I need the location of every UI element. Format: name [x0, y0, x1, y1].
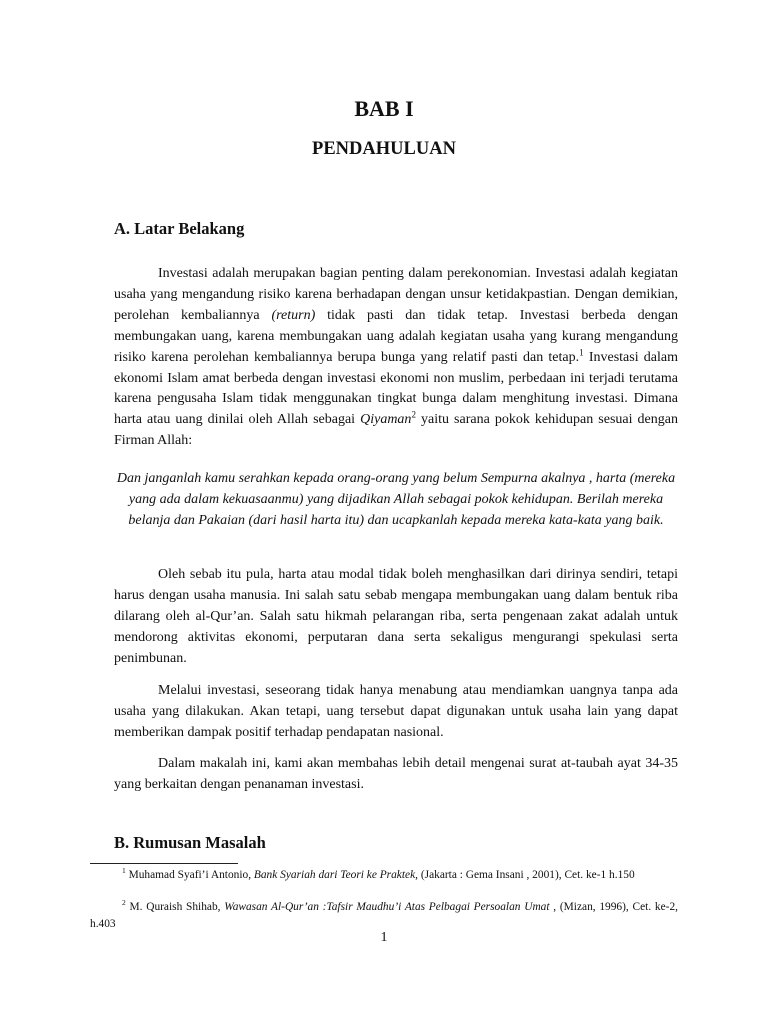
footnote-1-number: 1: [122, 866, 126, 876]
paragraph-1-text-a: Investasi adalah merupakan bagian penting dalam perekonomian. Investasi adalah kegiatan usaha yang mengandung risiko karena berhadapan dengan unsur ketidakpastian. Dengan demikian, perolehan kembaliannya: [114, 266, 678, 323]
paragraph-1: [114, 264, 678, 452]
paragraph-1-text-b: tidak pasti dan tidak tetap. Investasi berbeda dengan membungakan uang, karena membungakan uang adalah kegiatan usaha yang kurang mengandung risiko karena perolehan kembaliannya berupa bunga yang relatif pasti dan tetap.: [114, 307, 678, 365]
footnote-1-book: Bank Syariah dari Teori ke Praktek,: [253, 869, 421, 881]
footnote-2-details: , (Mizan, 1996), Cet. ke-2, h.403: [90, 901, 678, 930]
paragraph-2: Oleh sebab itu pula, harta atau modal tidak boleh menghasilkan dari dirinya sendiri, tetapi harus dengan usaha manusia. Ini salah satu sebab mengapa membungakan uang dalam bentuk riba dilarang oleh al-Qur’an. Salah satu hikmah pelarangan riba, serta pengenaan zakat adalah untuk mendorong aktivitas ekonomi, perputaran dana serta sekaligus mengurangi spekulasi serta penimbunan.: [114, 567, 678, 666]
footnote-2-number: 2: [122, 898, 126, 908]
chapter-title: PENDAHULUAN: [312, 139, 456, 159]
footnote-1-details: (Jakarta : Gema Insani , 2001), Cet. ke-1 h.150: [420, 869, 635, 881]
section-a-heading: A. Latar Belakang: [114, 219, 245, 238]
footnote-2-book: Wawasan Al-Qur’an :Tafsir Maudhu’i Atas Pelbagai Persoalan Umat: [224, 901, 554, 913]
footnote-divider: [90, 863, 238, 864]
qiyaman-term: Qiyaman: [360, 412, 412, 428]
footnote-ref-1[interactable]: 1: [579, 346, 584, 357]
footnote-2: [90, 899, 678, 932]
quran-quote: Dan janganlah kamu serahkan kepada orang-orang yang belum Sempurna akalnya , harta (mereka yang ada dalam kekuasaanmu) yang dijadikan Allah sebagai pokok kehidupan. Berilah mereka belanja dan Pakaian (dari hasil harta itu) dan ucapkanlah kepada mereka kata-kata yang baik.: [116, 471, 676, 528]
footnote-1: [90, 867, 678, 884]
footnote-2-author: M. Quraish Shihab,: [129, 901, 225, 913]
section-b-heading: B. Rumusan Masalah: [114, 833, 266, 852]
footnote-ref-2[interactable]: 2: [411, 409, 416, 420]
paragraph-4: Dalam makalah ini, kami akan membahas lebih detail mengenai surat at-taubah ayat 34-35 yang berkaitan dengan penanaman investasi.: [114, 756, 678, 792]
page-number: 1: [380, 930, 388, 945]
paragraph-3: Melalui investasi, seseorang tidak hanya menabung atau mendiamkan uangnya tanpa ada usaha yang dilakukan. Akan tetapi, uang tersebut dapat digunakan untuk usaha lain yang dapat memberikan dampak positif terhadap pendapatan nasional.: [114, 683, 678, 740]
return-term: (return): [271, 307, 316, 323]
paragraph-1-text-d: yaitu sarana pokok kehidupan sesuai dengan Firman Allah:: [114, 412, 678, 449]
paragraph-1-text-c: Investasi dalam ekonomi Islam amat berbeda dengan investasi ekonomi non muslim, perbedaan ini terjadi terutama karena pengusaha Islam tidak menggunakan tingkat bunga dalam menghitung investasi. Dimana harta atau uang dinilai oleh Allah sebagai: [114, 349, 678, 428]
chapter-number: BAB I: [354, 96, 414, 121]
footnote-1-author: Muhamad Syafi’i Antonio,: [128, 869, 254, 881]
